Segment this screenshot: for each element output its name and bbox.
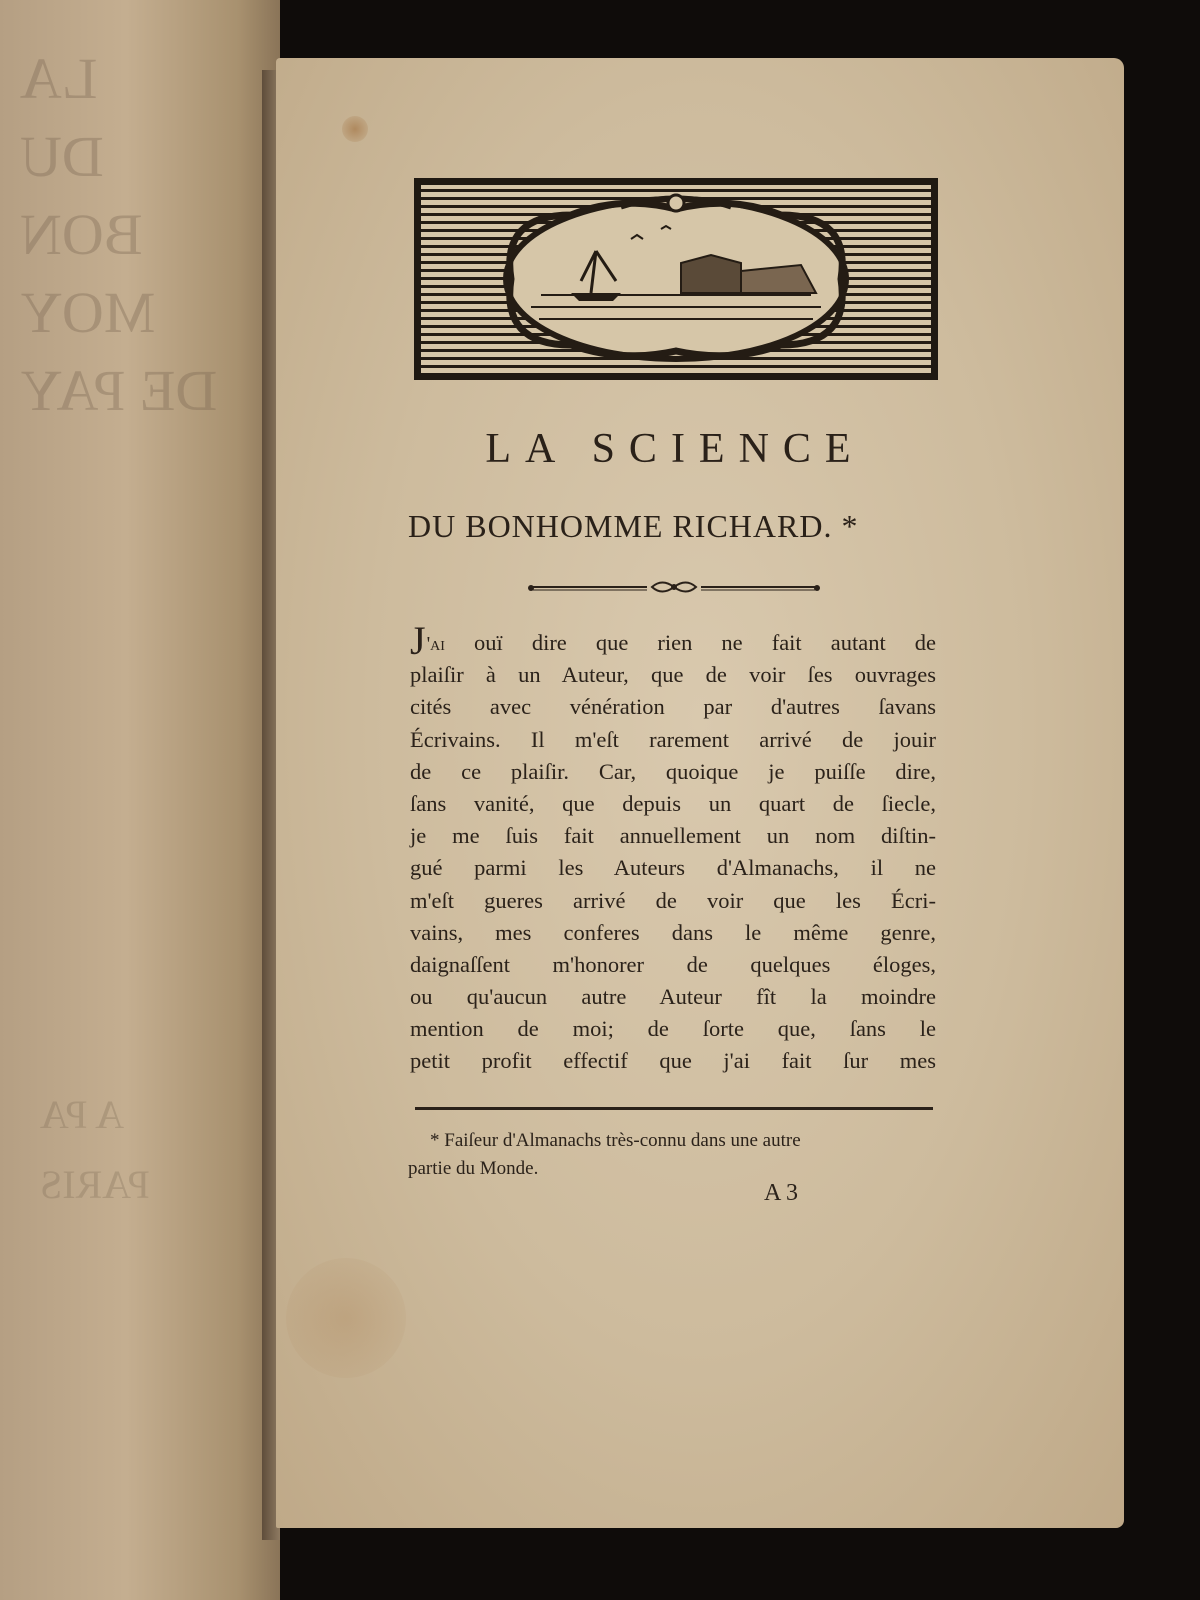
bleed-line: MOY — [20, 280, 156, 345]
left-page-show-through-text-lower — [40, 1080, 220, 1380]
body-line: Écrivains. Il m'eſt rarement arrivé de jouir — [410, 726, 936, 752]
footnote-reference-mark: * — [841, 508, 859, 544]
drop-cap: J — [410, 618, 426, 663]
body-line: petit profit effectif que j'ai fait ſur mes — [410, 1048, 936, 1074]
body-line: vains, mes conferes dans le même genre, — [410, 919, 936, 945]
bleed-line: A PA — [40, 1092, 125, 1137]
page-subtitle — [408, 508, 948, 545]
subtitle-text: DU BONHOMME RICHARD. — [408, 508, 833, 544]
body-line: de ce plaiſir. Car, quoique je puiſſe dire, — [410, 758, 936, 784]
footnote-line: partie du Monde. — [408, 1158, 539, 1179]
body-line: mention de moi; de ſorte que, ſans le — [410, 1016, 936, 1042]
bleed-line: DE PAY — [20, 358, 218, 423]
body-line: je me ſuis fait annuellement un nom diſtin- — [410, 823, 936, 849]
body-line: plaiſir à un Auteur, que de voir ſes ouvrages — [410, 662, 936, 688]
engraved-harbor-vignette-icon — [414, 178, 938, 380]
foxing-stain — [342, 116, 368, 142]
left-page — [0, 0, 280, 1600]
body-line: ou qu'aucun autre Auteur fît la moindre — [410, 984, 936, 1010]
body-line: ſans vanité, que depuis un quart de ſiecle, — [410, 790, 936, 816]
bleed-line: PARIS — [40, 1162, 150, 1207]
body-line: m'eſt gueres arrivé de voir que les Écri- — [410, 887, 936, 913]
left-page-show-through-text — [20, 40, 230, 600]
body-line: daignaſſent m'honorer de quelques éloges, — [410, 951, 936, 977]
footnote-line: * Faiſeur d'Almanachs très-connu dans une autre — [430, 1130, 801, 1151]
page-title: LA SCIENCE — [485, 426, 865, 472]
body-paragraph — [410, 618, 936, 1078]
signature-mark: A 3 — [764, 1180, 799, 1206]
first-line-text: ouï dire que rien ne fait autant de — [444, 630, 936, 655]
footnote-rule — [415, 1107, 933, 1110]
small-caps-opening: 'ai — [426, 633, 445, 655]
foxing-stain — [286, 1258, 406, 1378]
body-line-first — [410, 618, 936, 663]
body-line: cités avec vénération par d'autres ſavans — [410, 694, 936, 720]
bleed-line: LA — [20, 46, 98, 111]
footnote — [408, 1127, 938, 1183]
body-line: gué parmi les Auteurs d'Almanachs, il ne — [410, 855, 936, 881]
ornamental-fleuron-icon — [527, 576, 821, 598]
bleed-line: DU BON — [20, 124, 143, 267]
